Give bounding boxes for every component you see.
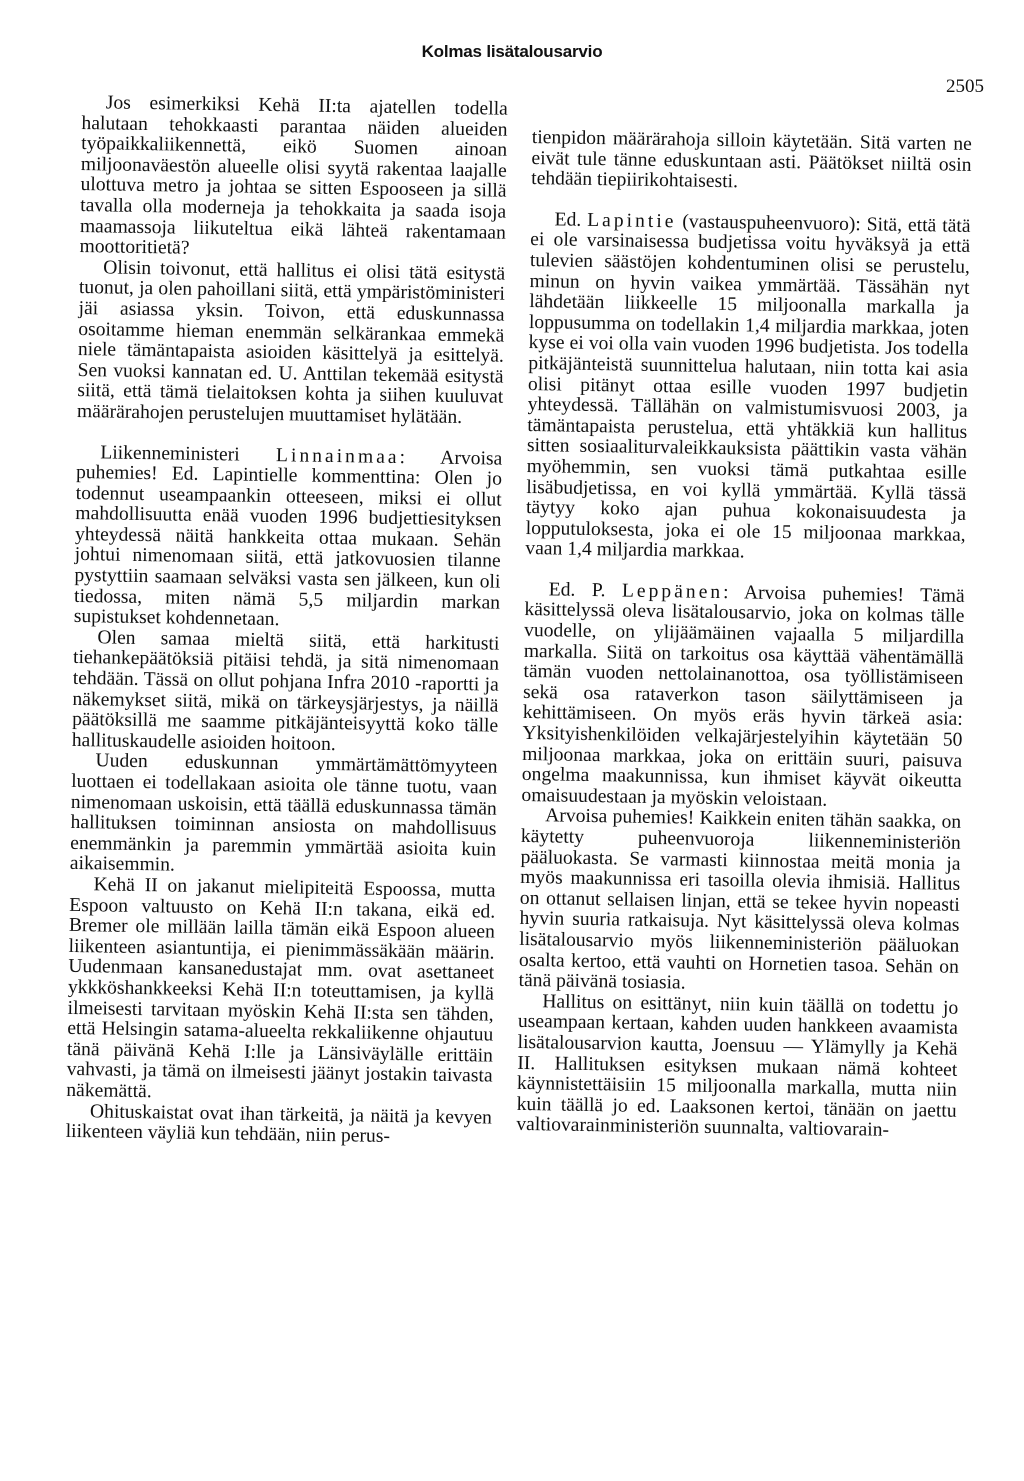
paragraph: Uuden eduskunnan ymmärtämättömyyteen luottaen ei todellakaan asioita ole tänne tuotu, vaan nimenomaan uskoisin, että täällä eduskunnassa tämän hallituksen toiminnan ansiosta on mahdollisuus enemmänkin ja paremmin ymmärtää asioita kuin aikaisemmin. [69, 750, 498, 876]
page-number: 2505 [946, 76, 984, 97]
running-title: Kolmas lisätalousarvio [421, 42, 603, 61]
speech-text: : Arvoisa puhemies! Ed. Lapintielle kommenttina: Olen jo todennut useampaankin otteeseen, miksi ei ollut mahdollisuutta enää vuoden 1996 budjettiesityksen yhteydessä näitä hankkeita ottaa mukaan. Sehän johtui nimenomaan siitä, että jatkovuosien tilanne pystyttiin saamaan selväksi vasta sen jälkeen, kun oli tiedossa, miten nämä 5,5 miljardin markan supistukset kohdennetaan. [73, 446, 503, 631]
paragraph: Olen samaa mieltä siitä, että harkitusti tiehankepäätöksiä pitäisi tehdä, ja sitä nimenomaan tehdään. Tässä on ollut pohjana Infra 2010 -raportti ja näkemykset siitä, mikä on tärkeysjärjestys, ja näillä päätöksillä me saamme pitkäjänteisyyttä koko tälle hallituskaudelle asioiden hoitoon. [71, 627, 500, 755]
speech-paragraph [521, 580, 965, 813]
right-column [516, 128, 972, 1143]
speech-text: : Arvoisa puhemies! Tämä käsittelyssä oleva lisätalousarvio, joka on kolmas tälle vuodelle, on ylijäämäinen vajaalla 5 miljardilla markalla. Siitä on tarkoitus osa käyttää vähentämällä tämän vuoden nettolainanottoa, osa työllistämiseen sekä osa rataverkon tason säilyttämiseen ja kehittämiseen. On myös eräs hyvin tärkeä asia: Yksityishenkilöiden velkajärjestelyihin käytetään 50 miljoonaa markkaa, joka on erittäin suuri, paisuva ongelma maakunnissa, kun ihmiset käyvät oikeutta omaisuudestaan ja myöskin veloistaan. [521, 581, 965, 811]
speaker-title: Liikenneministeri [100, 441, 240, 466]
paragraph: tienpidon määrärahoja silloin käytetään. Sitä varten ne eivät tule tänne eduskuntaan asti. Päätökset niiltä osin tehdään tiepiirikohtaisesti. [531, 127, 972, 193]
paragraph: Kehä II on jakanut mielipiteitä Espoossa, mutta Espoon valtuusto on Kehä II:n takana, eikä ed. Bremer ole millään lailla tämän eikä Espoon alueen liikenteen asiantuntija, ei pienimmässäkään määrin. Uudenmaan kansanedustajat mm. ovat asettaneet ykkköshankkeeksi Kehä II:n toteuttamisen, ja kyllä ilmeisesti tarvitaan myöskin Kehä II:sta sen tähden, että Helsingin satama-alueelta rekkaliikenne ohjautuu tänä päivänä Kehä I:lle ja Länsiväylälle erittäin vahvasti, ja tämä on ilmeisesti jäänyt jostakin taivasta näkemättä. [66, 874, 496, 1103]
paragraph: Jos esimerkiksi Kehä II:ta ajatellen todella halutaan tehokkaasti parantaa näiden alueiden työpaikkaliikennettä, eikö Suomen ainoan miljoonaväestön alueelle olisi syytä rakentaa laajalle ulottuva metro ja johtaa se sitten Espooseen ja sillä tavalla olla moderneja ja tehokkaita ja saada isoja maamassoja liikuteltua eikä lähteä rakentamaan moottoritietä? [79, 92, 508, 259]
paragraph: Olisin toivonut, että hallitus ei olisi tätä esitystä tuonut, ja olen pahoillani siitä, että ympäristöministeri jäi asiassa yksin. Toivon, että eduskunnassa osoitamme hieman enemmän selkärankaa emmekä niele tämäntapaista asioiden käsittelyä ja esittelyä. Sen vuoksi kannatan ed. U. Anttilan tekemää esitystä siitä, että tämä tielaitoksen kohta ja siihen kuuluvat määrärahojen perustelujen muuttamiset hylätään. [76, 257, 506, 428]
speaker-name: Linnainmaa [275, 444, 400, 468]
paragraph: Arvoisa puhemies! Kaikkein eniten tähän saakka, on käytetty puheenvuoroja liikenneministeriön pääluokasta. Se varmasti kiinnostaa meitä monia ja myös maakunnissa eri tasoilla olevia ihmisiä. Hallitus on ottanut sellaisen linjan, että se tekee hyvin nopeasti hyvin suuria ratkaisuja. Nyt käsittelyssä oleva kolmas lisätalousarvio myös liikenneministeriön pääluokan osalta kertoo, että vauhti on Hornetien tasoa. Sehän on tänä päivänä tosiasia. [518, 805, 962, 994]
left-column [66, 93, 508, 1149]
paragraph: Ohituskaistat ovat ihan tärkeitä, ja näitä ja kevyen liikenteen väyliä kun tehdään, niin perus- [65, 1100, 493, 1148]
speaker-name: Lapintie [586, 209, 677, 233]
speech-text: (vastauspuheenvuoro): Sitä, että tätä ei ole varsinaisessa budjetissa voitu hyväksyä ja että tulevien säästöjen kohdentuminen olisi se perustelu, minun on hyvin vaikea ymmärtää. Tässähän nyt lähdetään liikkeelle 15 miljoonalla markalla ja loppusumma on todellakin 1,4 miljardia markkaa, joten kyse ei voi olla vain vuoden 1996 budjetista. Jos todella pitkäjänteistä suunnittelua halutaan, niin totta kai asia olisi pitänyt ottaa esille vuoden 1997 budjetin yhteydessä. Tällähän on valmistumisvuosi 2003, ja tämäntapaista perustelua, että yhtäkkiä kun hallitus sitten sosiaaliturvaleikkauksista päättikin vasta vähän myöhemmin, sen vuoksi tämä putkahtaa esille lisäbudjetissa, en voi kyllä ymmärtää. Kyllä tässä täytyy koko ajan puhua kokonaisuudesta ja lopputuloksesta, joka ei ole 15 miljoonaa markkaa, vaan 1,4 miljardia markkaa. [525, 211, 971, 563]
speaker-title: Ed. [554, 209, 582, 231]
speaker-title: Ed. P. [548, 579, 606, 602]
speaker-name: Leppänen [621, 580, 724, 603]
speech-paragraph [525, 210, 970, 567]
paragraph: Hallitus on esittänyt, niin kuin täällä on todettu jo useampaan kertaan, kahden uuden hankkeen avaamista lisätalousarvion kautta, Joensuu — Ylämylly ja Kehä II. Hallituksen esityksen mukaan nämä kohteet käynnistettäisiin 15 miljoonalla markalla, mutta niin kuin täällä jo ed. Laaksonen kertoi, tänään on jaettu valtiovarainministeriön suunnalta, valtiovarain- [516, 991, 959, 1142]
speech-paragraph [74, 442, 503, 634]
